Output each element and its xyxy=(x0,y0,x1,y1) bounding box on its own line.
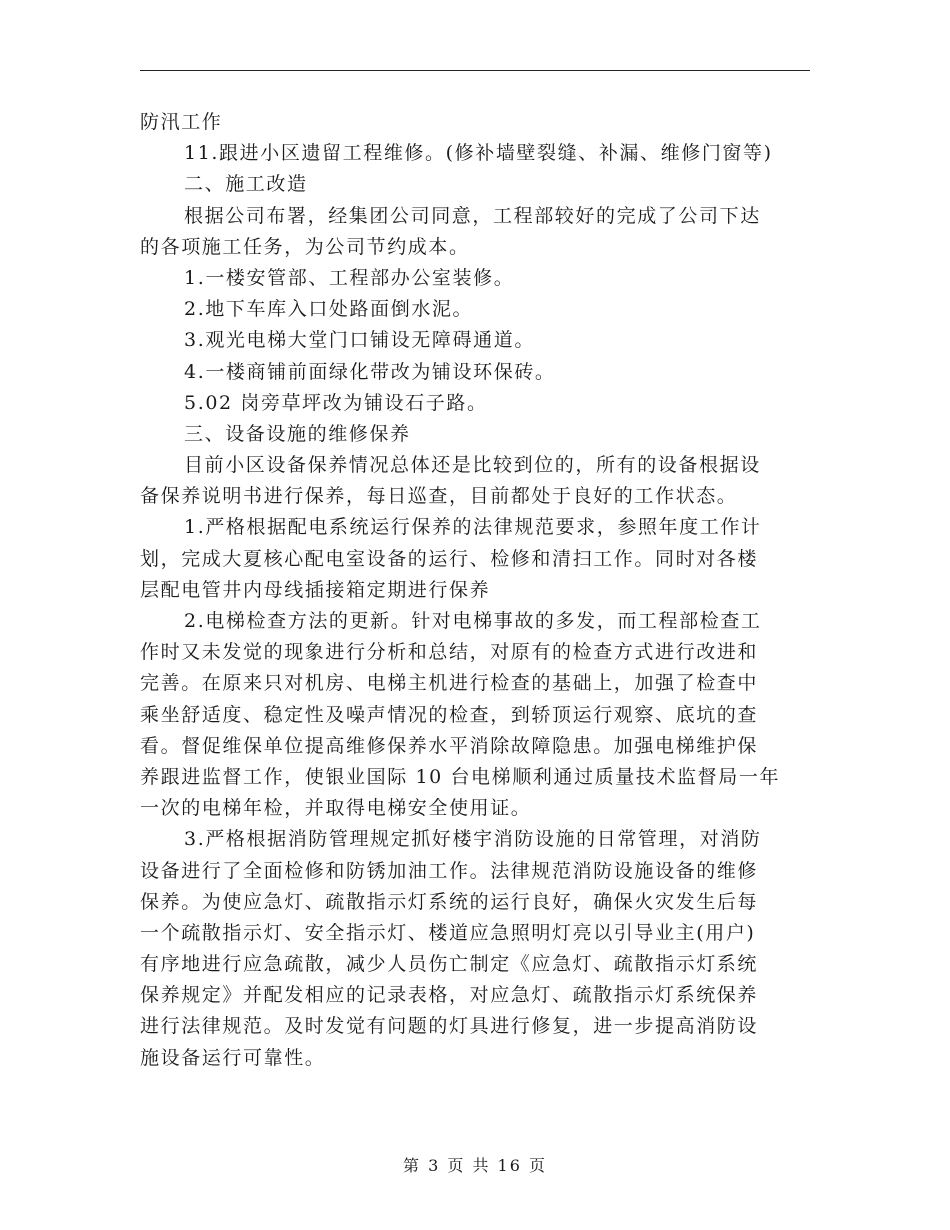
text-line: 乘坐舒适度、稳定性及噪声情况的检查，到轿顶运行观察、底坑的查 xyxy=(140,703,759,726)
text-line: 三、设备设施的维修保养 xyxy=(184,422,411,445)
page-number: 第 3 页 共 16 页 xyxy=(403,1156,547,1175)
text-line: 目前小区设备保养情况总体还是比较到位的，所有的设备根据设 xyxy=(184,454,761,477)
text-line: 1.严格根据配电系统运行保养的法律规范要求，参照年度工作计 xyxy=(184,516,762,539)
text-line: 看。督促维保单位提高维修保养水平消除故障隐患。加强电梯维护保 xyxy=(140,734,759,757)
text-line: 层配电管井内母线插接箱定期进行保养 xyxy=(140,578,491,601)
text-line: 4.一楼商铺前面绿化带改为铺设环保砖。 xyxy=(184,360,556,383)
text-line: 一个疏散指示灯、安全指示灯、楼道应急照明灯亮以引导业主(用户) xyxy=(140,921,756,944)
text-line: 有序地进行应急疏散，减少人员伤亡制定《应急灯、疏散指示灯系统 xyxy=(140,953,759,976)
text-line: 保养。为使应急灯、疏散指示灯系统的运行良好，确保火灾发生后每 xyxy=(140,890,759,913)
text-line: 保养规定》并配发相应的记录表格，对应急灯、疏散指示灯系统保养 xyxy=(140,984,759,1007)
text-line: 2.地下车库入口处路面倒水泥。 xyxy=(184,298,474,321)
text-line: 一次的电梯年检，并取得电梯安全使用证。 xyxy=(140,797,532,820)
text-line: 设备进行了全面检修和防锈加油工作。法律规范消防设施设备的维修 xyxy=(140,859,759,882)
text-line: 1.一楼安管部、工程部办公室装修。 xyxy=(184,266,515,289)
text-line: 的各项施工任务，为公司节约成本。 xyxy=(140,235,470,258)
text-line: 养跟进监督工作，使银业国际 10 台电梯顺利通过质量技术监督局一年 xyxy=(140,765,781,788)
text-line: 5.02 岗旁草坪改为铺设石子路。 xyxy=(184,391,488,414)
document-body xyxy=(140,107,810,1074)
text-line: 2.电梯检查方法的更新。针对电梯事故的多发，而工程部检查工 xyxy=(184,610,762,632)
text-line: 根据公司布署，经集团公司同意，工程部较好的完成了公司下达 xyxy=(184,204,761,227)
text-line: 划，完成大夏核心配电室设备的运行、检修和清扫工作。同时对各楼 xyxy=(140,547,759,570)
header-rule xyxy=(140,70,810,71)
text-line: 施设备运行可靠性。 xyxy=(140,1046,326,1069)
text-line: 11.跟进小区遗留工程维修。(修补墙壁裂缝、补漏、维修门窗等) xyxy=(184,142,773,165)
text-line: 进行法律规范。及时发觉有问题的灯具进行修复，进一步提高消防设 xyxy=(140,1015,759,1038)
text-line: 3.严格根据消防管理规定抓好楼宇消防设施的日常管理，对消防 xyxy=(184,828,762,851)
text-line: 备保养说明书进行保养，每日巡查，目前都处于良好的工作状态。 xyxy=(140,485,738,508)
text-line: 防汛工作 xyxy=(140,111,223,133)
text-line: 二、施工改造 xyxy=(184,173,308,196)
text-line: 作时又未发觉的现象进行分析和总结，对原有的检查方式进行改进和 xyxy=(140,641,759,664)
text-line: 完善。在原来只对机房、电梯主机进行检查的基础上，加强了检查中 xyxy=(140,672,759,695)
text-line: 3.观光电梯大堂门口铺设无障碍通道。 xyxy=(184,329,535,352)
